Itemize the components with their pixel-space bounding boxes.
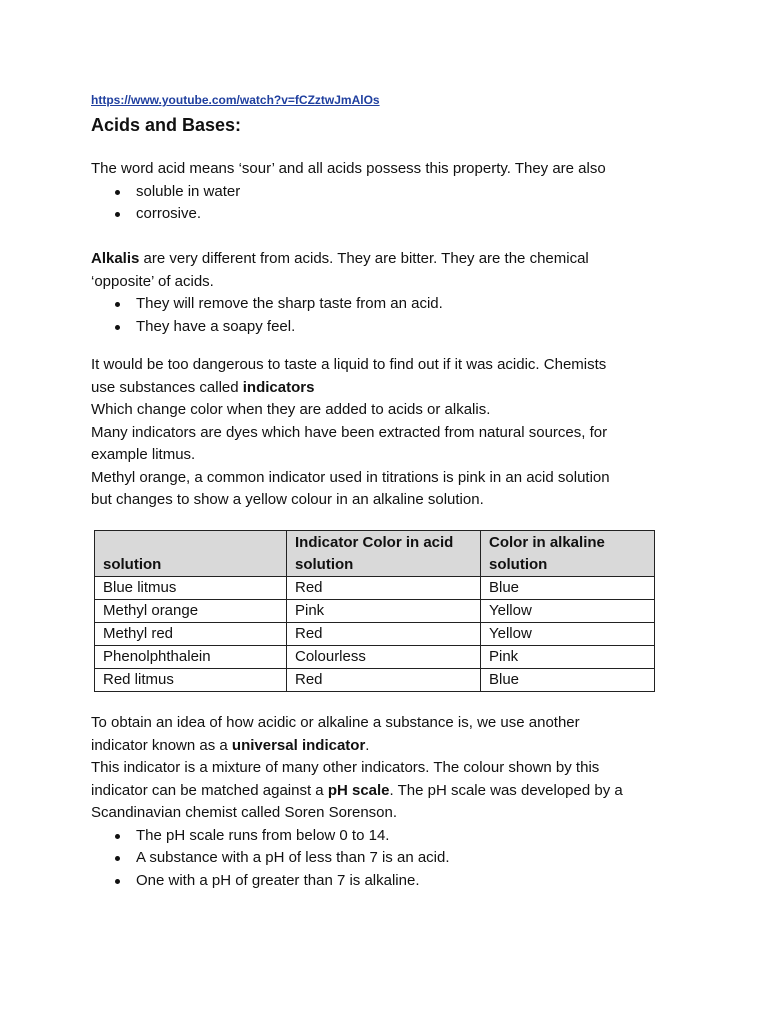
indicators-line: example litmus.	[91, 446, 196, 463]
alkalis-text: are very different from acids. They are bitter. They are the chemical	[139, 250, 589, 267]
universal-text: . The pH scale was developed by a	[389, 781, 623, 799]
table-cell: Blue	[481, 669, 655, 692]
column-header: Color in alkaline solution	[481, 531, 655, 577]
table-row	[95, 577, 655, 600]
alkalis-bullet-list	[91, 293, 691, 338]
column-header: solution	[95, 531, 287, 577]
list-item: They have a soapy feel.	[91, 316, 691, 339]
universal-indicator-term: universal indicator	[231, 736, 366, 754]
table-row	[95, 623, 655, 646]
table-cell: Blue	[481, 577, 655, 600]
indicators-section	[91, 354, 691, 512]
indicators-line: Which change color when they are added to acids or alkalis.	[91, 401, 491, 418]
indicators-line: but changes to show a yellow colour in an alkaline solution.	[91, 491, 484, 508]
table-row	[95, 600, 655, 623]
page-title: Acids and Bases:	[91, 115, 242, 135]
universal-line	[91, 735, 691, 758]
table-header-row	[95, 531, 655, 577]
list-item: They will remove the sharp taste from an acid.	[91, 293, 691, 316]
ph-scale-term: pH scale	[327, 781, 390, 799]
table-cell: Red	[287, 669, 481, 692]
table-cell: Pink	[481, 646, 655, 669]
intro-bullet-list	[91, 181, 691, 226]
universal-text: indicator known as a	[91, 736, 232, 754]
universal-line: To obtain an idea of how acidic or alkaline a substance is, we use another	[91, 714, 580, 731]
youtube-link[interactable]: https://www.youtube.com/watch?v=fCZztwJmAlOs	[91, 93, 380, 107]
intro-text: The word acid means ‘sour’ and all acids possess this property. They are also	[91, 160, 606, 177]
indicators-line: It would be too dangerous to taste a liquid to find out if it was acidic. Chemists	[91, 356, 607, 373]
intro-section	[91, 158, 691, 226]
table-cell: Phenolphthalein	[95, 646, 287, 669]
table-cell: Red	[287, 577, 481, 600]
ph-bullet-list	[91, 825, 691, 893]
table-cell: Methyl orange	[95, 600, 287, 623]
indicators-line	[91, 377, 691, 400]
indicator-table	[94, 530, 655, 692]
universal-line	[91, 780, 691, 803]
table-row	[95, 646, 655, 669]
list-item: corrosive.	[91, 203, 691, 226]
list-item: One with a pH of greater than 7 is alkaline.	[91, 870, 691, 893]
universal-section	[91, 712, 691, 892]
table-cell: Methyl red	[95, 623, 287, 646]
table-cell: Red litmus	[95, 669, 287, 692]
table-cell: Yellow	[481, 623, 655, 646]
column-header: Indicator Color in acid solution	[287, 531, 481, 577]
universal-text: indicator can be matched against a	[91, 781, 328, 799]
alkalis-section	[91, 248, 691, 338]
table-row	[95, 669, 655, 692]
table-cell: Colourless	[287, 646, 481, 669]
list-item: The pH scale runs from below 0 to 14.	[91, 825, 691, 848]
alkalis-paragraph	[91, 248, 691, 271]
table-cell: Yellow	[481, 600, 655, 623]
table-cell: Pink	[287, 600, 481, 623]
alkalis-text-cont: ‘opposite’ of acids.	[91, 272, 214, 290]
universal-line: Scandinavian chemist called Soren Sorenson.	[91, 804, 398, 821]
universal-line: This indicator is a mixture of many other indicators. The colour shown by this	[91, 759, 600, 776]
indicators-text: use substances called	[91, 378, 243, 396]
indicators-term: indicators	[242, 378, 315, 396]
list-item: A substance with a pH of less than 7 is an acid.	[91, 847, 691, 870]
list-item: soluble in water	[91, 181, 691, 204]
table-cell: Red	[287, 623, 481, 646]
indicators-line: Many indicators are dyes which have been extracted from natural sources, for	[91, 423, 608, 441]
alkalis-term: Alkalis	[91, 250, 140, 267]
indicators-line: Methyl orange, a common indicator used in titrations is pink in an acid solution	[91, 468, 610, 486]
table-cell: Blue litmus	[95, 577, 287, 600]
universal-text: .	[365, 736, 370, 754]
